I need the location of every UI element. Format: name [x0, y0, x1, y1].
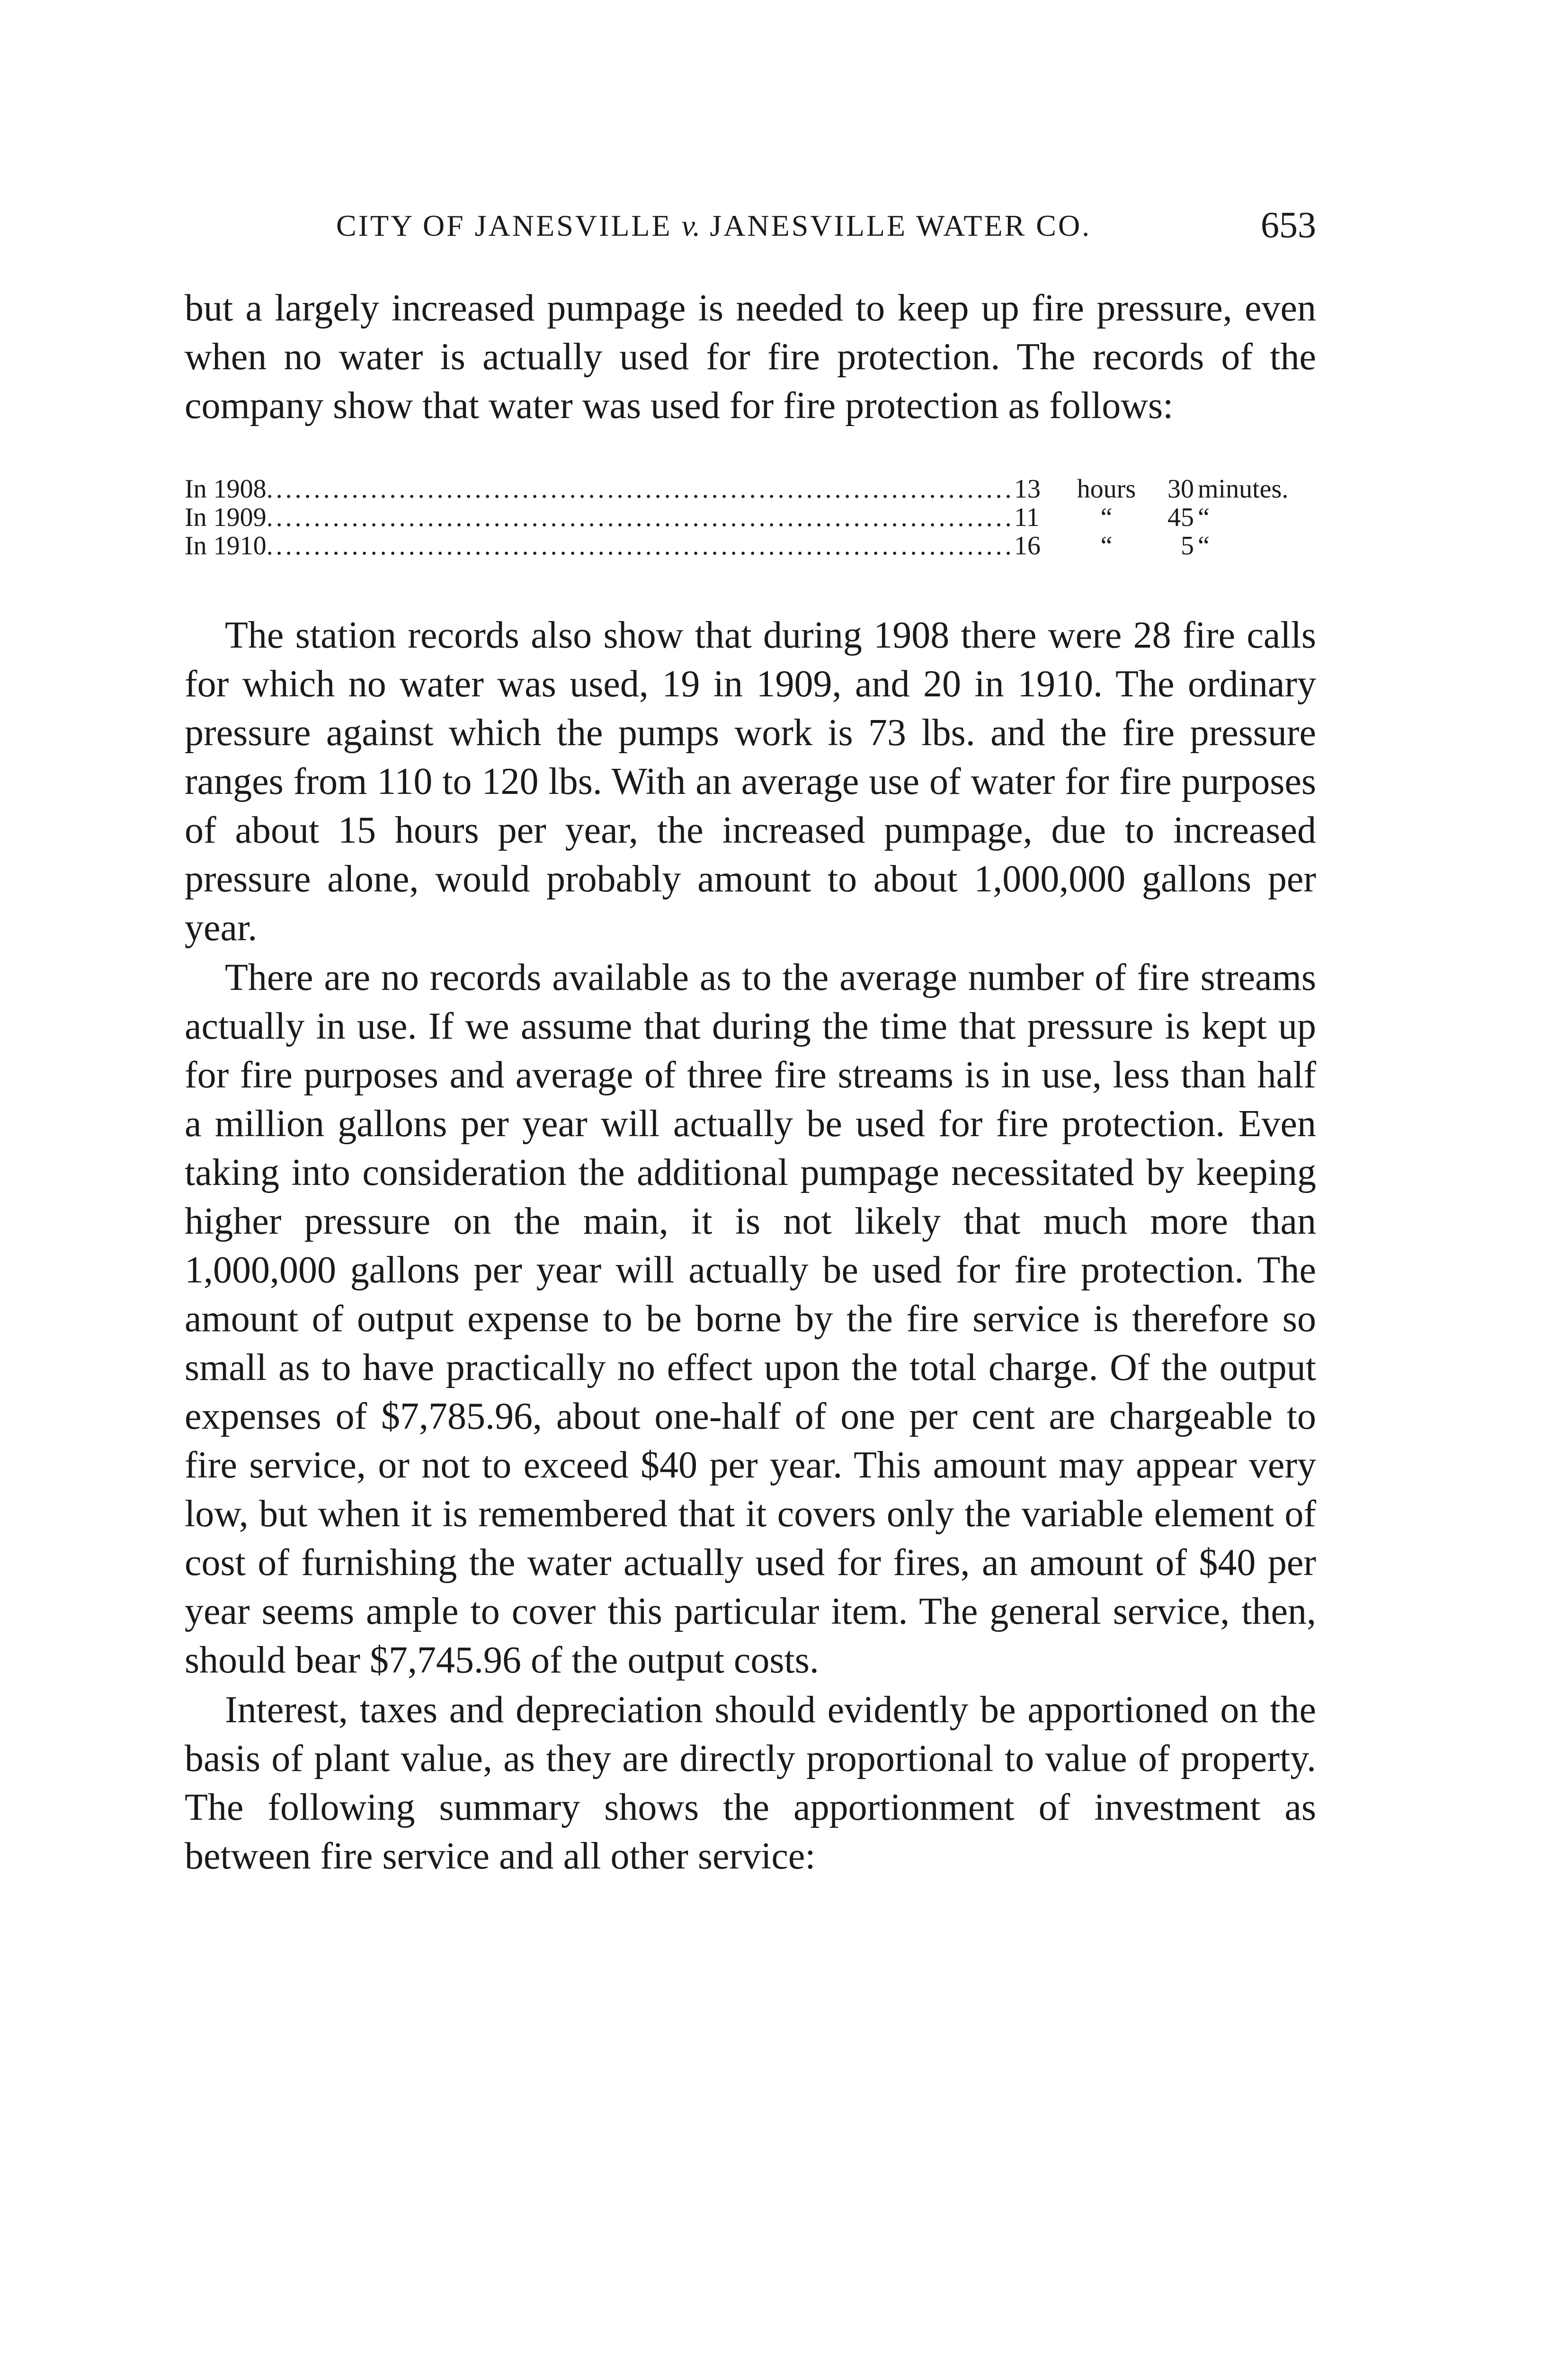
- hours-unit-cell: hours: [1077, 474, 1136, 504]
- page-number: 653: [1261, 204, 1316, 245]
- minutes-cell: 30: [1167, 474, 1194, 504]
- minutes-unit-cell: “: [1198, 503, 1210, 532]
- hours-cell: 16: [1014, 531, 1041, 561]
- minutes-unit-cell: minutes.: [1198, 474, 1289, 504]
- year-cell: In 1908: [185, 474, 267, 504]
- paragraph-3: There are no records available as to the average number of fire streams actually in use. If we assume that during the time that pressure is kept up for fire purposes and average of three fire streams is in use, less than half a million gallons per year will actually be used for fire protection. Even taking into consideration the additional pumpage necessitated by keeping higher pressure on the main, it is not likely that much more than 1,000,000 gallons per year will actually be used for fire protection. The amount of output expense to be borne by the fire service is therefore so small as to have practically no effect upon the total charge. Of the output expenses of $7,785.96, about one-half of one per cent are chargeable to fire service, or not to exceed $40 per year. This amount may appear very low, but when it is remembered that it covers only the variable element of cost of furnishing the water actually used for fires, an amount of $40 per year seems ample to cover this particular item. The general service, then, should bear $7,745.96 of the output costs.: [185, 957, 1316, 1681]
- paragraph-4: Interest, taxes and depreciation should evidently be apportioned on the basis of plant value, as they are directly proportional to value of property. The following summary shows the apportionment of investment as between fire service and all other service:: [185, 1689, 1316, 1877]
- table-row: [185, 475, 1316, 503]
- hours-cell: 13: [1014, 474, 1041, 504]
- page-header: [185, 204, 1316, 246]
- paragraph-2: The station records also show that during 1908 there were 28 fire calls for which no water was used, 19 in 1909, and 20 in 1910. The ordinary pressure against which the pumps work is 73 lbs. and the fire pressure ranges from 110 to 120 lbs. With an average use of water for fire purposes of about 15 hours per year, the increased pumpage, due to increased pressure alone, would probably amount to about 1,000,000 gallons per year.: [185, 614, 1316, 949]
- fire-use-table: [185, 475, 1316, 560]
- table-row: [185, 503, 1316, 532]
- running-head-case-plaintiff: CITY OF JANESVILLE: [336, 209, 672, 242]
- leader-dots: [267, 475, 1014, 503]
- table-row: [185, 532, 1316, 560]
- minutes-cell: 45: [1167, 503, 1194, 532]
- minutes-cell: 5: [1181, 531, 1194, 561]
- body-text: [185, 284, 1316, 1881]
- leader-dots: [267, 503, 1014, 532]
- paragraph-1: but a largely increased pumpage is needed to keep up fire pressure, even when no water is actually used for fire protection. The records of the company show that water was used for fire protection as follows:: [185, 287, 1316, 427]
- running-head-versus: v.: [681, 209, 701, 242]
- minutes-unit-cell: “: [1198, 531, 1210, 561]
- year-cell: In 1910: [185, 531, 267, 561]
- leader-dots: [267, 532, 1014, 560]
- year-cell: In 1909: [185, 503, 267, 532]
- hours-unit-cell: “: [1100, 531, 1113, 561]
- hours-unit-cell: “: [1100, 503, 1113, 532]
- hours-cell: 11: [1014, 503, 1040, 532]
- running-head: [336, 208, 1091, 243]
- running-head-case-defendant: JANESVILLE WATER CO.: [710, 209, 1092, 242]
